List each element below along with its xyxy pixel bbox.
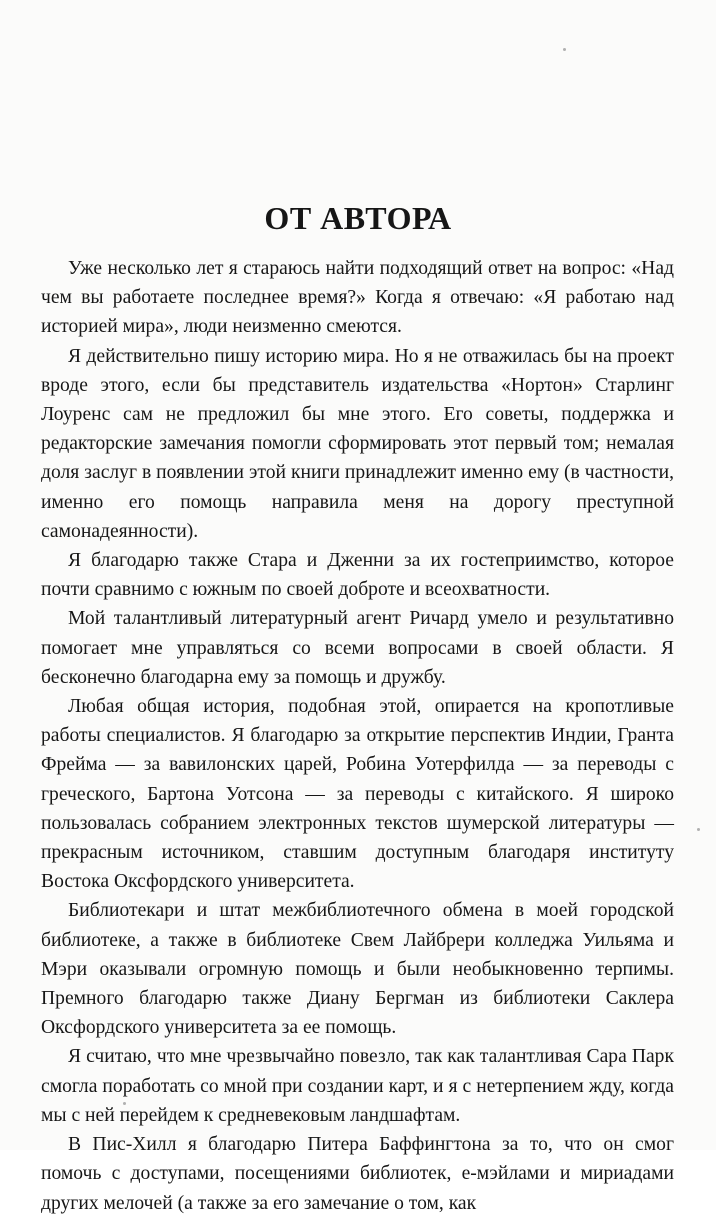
chapter-title: ОТ АВТОРА [264, 200, 452, 236]
paragraph: Я благодарю также Стара и Дженни за их гостеприимство, которое почти сравнимо с южным по своей доброте и всеохватности. [41, 550, 674, 601]
paragraph: Уже несколько лет я стараюсь найти подходящий ответ на вопрос: «Над чем вы работаете последнее время?» Когда я отвечаю: «Я работаю над историей мира», люди неизменно смеются. [41, 258, 674, 338]
paragraph: Любая общая история, подобная этой, опирается на кропотливые работы специалистов. Я благодарю за открытие перспектив Индии, Гранта Фрейма — за вавилонских царей, Робина Уотерфилда — за переводы с греческого, Бартона Уотсона — за переводы с китайского. Я широко пользовалась собранием электронных текстов шумерской литературы — прекрасным источником, ставшим доступным благодаря институту Востока Оксфордского университета. [41, 696, 674, 893]
paragraph: Мой талантливый литературный агент Ричард умело и результативно помогает мне управляться со всеми вопросами в своей области. Я бесконечно благодарна ему за помощь и дружбу. [41, 608, 674, 688]
scan-speck [563, 48, 566, 51]
paragraph: Я действительно пишу историю мира. Но я не отважилась бы на проект вроде этого, если бы представитель издательства «Нортон» Старлинг Лоуренс сам не предложил бы мне этого. Его советы, поддержка и редакторские замечания помогли сформировать этот первый том; немалая доля заслуг в появлении этой книги принадлежит именно ему (в частности, именно его помощь направила меня на дорогу преступной самонадеянности). [41, 345, 674, 542]
paragraph: Библиотекари и штат межбиблиотечного обмена в моей городской библиотеке, а также в библиотеке Свем Лайбрери колледжа Уильяма и Мэри оказывали огромную помощь и были необыкновенно терпимы. Премного благодарю также Диану Бергман из библиотеки Саклера Оксфордского университета за ее помощь. [41, 900, 674, 1039]
paragraph: В Пис-Хилл я благодарю Питера Баффингтона за то, что он смог помочь с доступами, посещениями библиотек, е-мэйлами и мириадами других мелочей (а также за его замечание о том, как [41, 1134, 674, 1214]
paragraph: Я считаю, что мне чрезвычайно повезло, так как талантливая Сара Парк смогла поработать со мной при создании карт, и я с нетерпением жду, когда мы с ней перейдем к средневековым ландшафтам. [41, 1046, 674, 1126]
scan-speck [123, 1102, 126, 1105]
body-text [41, 254, 674, 1218]
scan-speck [697, 828, 700, 831]
